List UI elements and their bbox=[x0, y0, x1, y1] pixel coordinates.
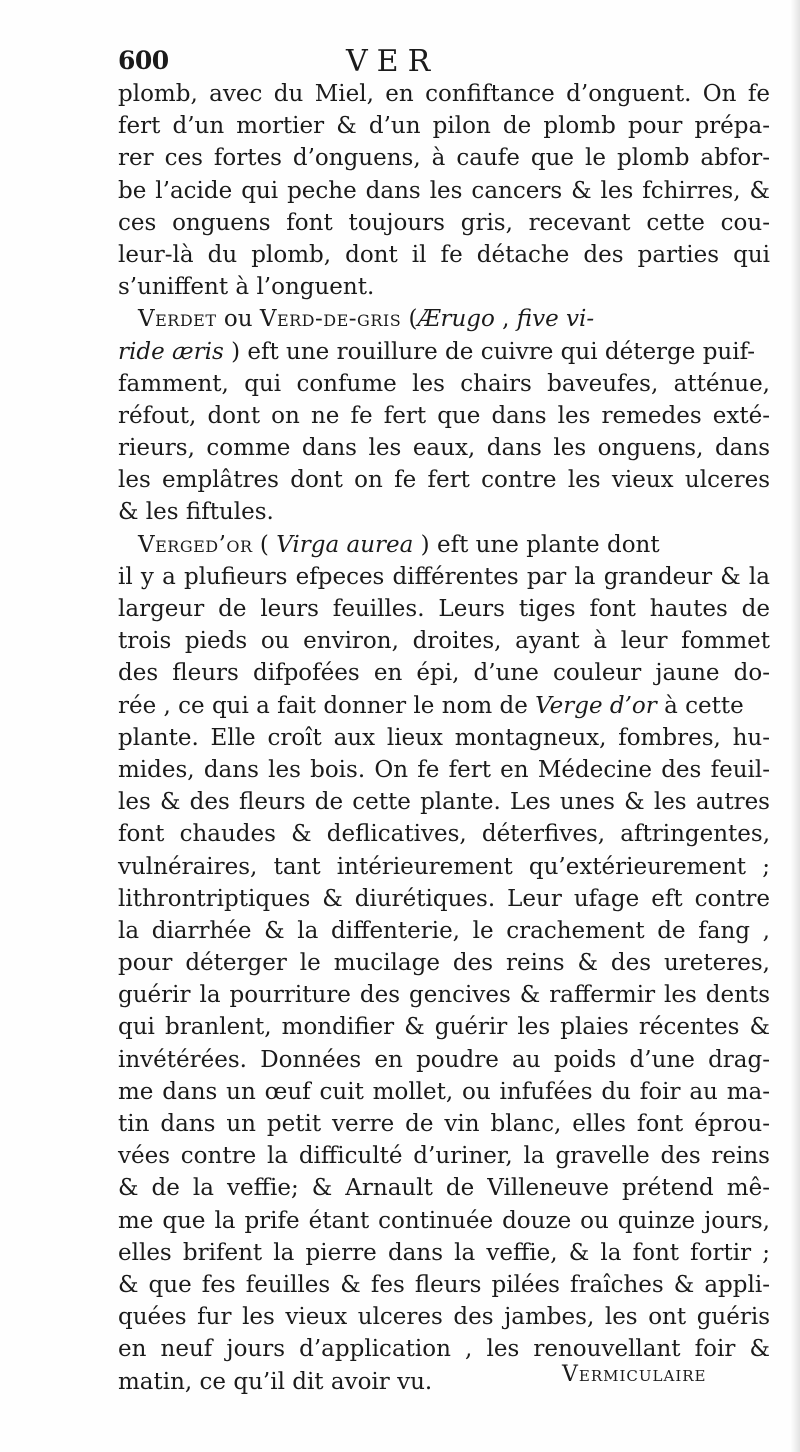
text-line: rieurs, comme dans les eaux, dans les onguens, dans bbox=[118, 435, 770, 462]
text-line: la diarrhée & la diffenterie, le crachement de fang , bbox=[118, 917, 770, 944]
running-head: VER bbox=[346, 44, 440, 79]
text-line: qui branlent, mondifier & guérir les plaies récentes & bbox=[118, 1014, 770, 1041]
text-line: pour déterger le mucilage des reins & des ureteres, bbox=[118, 950, 770, 977]
catchword: Vermiculaire bbox=[562, 1362, 707, 1387]
text-line: be l’acide qui peche dans les cancers & les fchirres, & bbox=[118, 177, 770, 204]
text-run: ) eft une plante dont bbox=[413, 531, 660, 558]
text-line: font chaudes & deflicatives, déterfives, aftringentes, bbox=[118, 821, 770, 848]
body-text bbox=[118, 78, 770, 1398]
text-line: me que la prife étant continuée douze ou quinze jours, bbox=[118, 1207, 770, 1234]
text-line: réfout, dont on ne fe fert que dans les remedes exté- bbox=[118, 402, 770, 429]
text-line: matin, ce qu’il dit avoir vu. bbox=[118, 1368, 433, 1395]
text-line: plante. Elle croît aux lieux montagneux, fombres, hu- bbox=[118, 724, 770, 751]
entry-lemma-alt: Verd-de-gris bbox=[259, 306, 402, 333]
text-line: invétérées. Données en poudre au poids d’une drag- bbox=[118, 1046, 770, 1073]
text-line: guérir la pourriture des gencives & raffermir les dents bbox=[118, 982, 770, 1009]
italic-term: Verge d’or bbox=[535, 692, 657, 719]
text-line: il y a plufieurs efpeces différentes par la grandeur & la bbox=[118, 563, 770, 590]
text-line: ces onguens font toujours gris, recevant cette cou- bbox=[118, 209, 770, 236]
text-line: largeur de leurs feuilles. Leurs tiges font hautes de bbox=[118, 596, 770, 622]
entry-heading-line bbox=[118, 529, 770, 561]
page-number: 600 bbox=[118, 46, 169, 75]
text-line: & que fes feuilles & fes fleurs pilées fraîches & appli- bbox=[118, 1271, 770, 1298]
text-line: famment, qui confume les chairs baveufes, atténue, bbox=[118, 370, 770, 397]
latin-name: ride æris bbox=[118, 338, 224, 365]
text-line: mides, dans les bois. On fe fert en Médecine des feuil- bbox=[118, 756, 770, 783]
text-line: & les fiftules. bbox=[118, 499, 274, 526]
text-line: vées contre la difficulté d’uriner, la gravelle des reins bbox=[118, 1143, 770, 1170]
text-line: leur-là du plomb, dont il fe détache des parties qui bbox=[118, 241, 770, 268]
text-run: à cette bbox=[656, 692, 744, 719]
text-line: des fleurs difpofées en épi, d’une couleur jaune do- bbox=[118, 660, 770, 687]
text-line: trois pieds ou environ, droites, ayant à leur fommet bbox=[118, 628, 770, 655]
text-line: les & des fleurs de cette plante. Les unes & les autres bbox=[118, 789, 770, 816]
text-run: rée , ce qui a fait donner le nom de bbox=[118, 692, 536, 719]
text-line: les emplâtres dont on fe fert contre les vieux ulceres bbox=[118, 467, 770, 494]
entry-lemma: Verdet bbox=[138, 306, 217, 333]
text-line: en neuf jours d’application , les renouvellant foir & bbox=[118, 1336, 770, 1363]
text-run: , bbox=[494, 306, 517, 333]
text-line: me dans un œuf cuit mollet, ou infufées du foir au ma- bbox=[118, 1078, 770, 1105]
entry-heading-line bbox=[118, 303, 770, 335]
page-edge-shadow bbox=[790, 0, 800, 1452]
entry-verge-dor bbox=[118, 529, 770, 1398]
entry-lemma: Verged’or bbox=[138, 531, 253, 558]
text-line: elles brifent la pierre dans la veffie, & la font fortir ; bbox=[118, 1239, 770, 1266]
text-line: vulnéraires, tant intérieurement qu’extérieurement ; bbox=[118, 853, 770, 880]
text-line: & de la veffie; & Arnault de Villeneuve prétend mê- bbox=[118, 1175, 770, 1202]
text-run: ou bbox=[216, 306, 260, 333]
paragraph-plomb-continuation bbox=[118, 78, 770, 303]
text-line: tin dans un petit verre de vin blanc, elles font éprou- bbox=[118, 1111, 770, 1137]
text-line: rer ces fortes d’onguens, à caufe que le plomb abfor- bbox=[118, 145, 770, 172]
latin-name: five vi- bbox=[516, 306, 595, 333]
text-line bbox=[118, 690, 770, 722]
latin-name: Virga aurea bbox=[276, 531, 414, 558]
text-line: s’uniffent à l’onguent. bbox=[118, 274, 375, 301]
text-run: ) eft une rouillure de cuivre qui déterge puif- bbox=[223, 338, 756, 365]
text-run: ( bbox=[401, 306, 418, 333]
text-line: fert d’un mortier & d’un pilon de plomb pour prépa- bbox=[118, 113, 770, 140]
text-line bbox=[118, 336, 770, 368]
text-line: lithrontriptiques & diurétiques. Leur ufage eft contre bbox=[118, 885, 770, 912]
latin-name: Ærugo bbox=[417, 306, 495, 333]
entry-verdet bbox=[118, 303, 770, 528]
text-line: quées fur les vieux ulceres des jambes, les ont guéris bbox=[118, 1304, 770, 1331]
text-line: plomb, avec du Miel, en confiftance d’onguent. On fe bbox=[118, 81, 770, 107]
text-run: ( bbox=[252, 531, 277, 558]
